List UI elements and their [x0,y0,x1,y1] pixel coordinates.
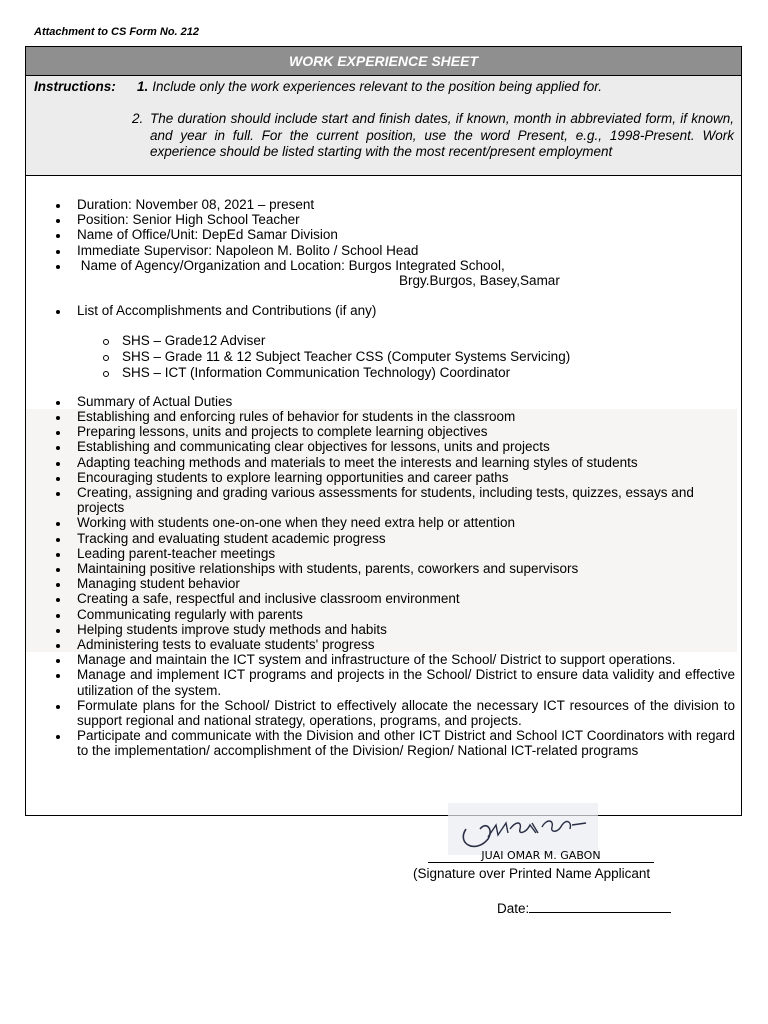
accomplishments-list [26,303,743,318]
list-item: Tracking and evaluating student academic progress [26,531,737,546]
list-item: SHS – Grade12 Adviser [26,333,743,349]
supervisor-item: Immediate Supervisor: Napoleon M. Bolito / School Head [26,243,743,258]
list-item: Maintaining positive relationships with students, parents, coworkers and supervisors [26,561,737,576]
list-item: SHS – ICT (Information Communication Technology) Coordinator [26,365,743,381]
instruction-2-text: The duration should include start and finish dates, if known, month in abbreviated form, if known, and year in full. For the current position, use the word Present, e.g., 1998-Present. Work experience should be listed starting with the most recent/present employment [150,111,734,159]
accomplishment-sublist [26,333,743,380]
list-item: Helping students improve study methods and habits [26,622,737,637]
duties-list [26,394,743,759]
details-list [26,197,743,273]
agency-item: Name of Agency/Organization and Location: Burgos Integrated School, [26,258,743,273]
list-item: Managing student behavior [26,576,737,591]
date-line [529,900,671,913]
list-item: Manage and maintain the ICT system and infrastructure of the School/ District to support operations. [26,652,743,667]
list-item: Creating a safe, respectful and inclusive classroom environment [26,591,737,606]
instruction-2-number: 2. [132,111,144,126]
work-experience-sheet [25,46,742,816]
instruction-1-number: 1. [137,79,149,94]
list-item: Manage and implement ICT programs and projects in the School/ District to ensure data validity and effective utilization of the system. [26,667,743,697]
list-item: Establishing and communicating clear objectives for lessons, units and projects [26,439,737,454]
applicant-printed-name: JUAI OMAR M. GABON [428,849,654,863]
date-label: Date: [497,901,530,916]
instructions-label: Instructions: [34,79,116,94]
list-item: Formulate plans for the School/ District to effectively allocate the necessary ICT resources of the division to support regional and national strategy, operations, programs, and projects. [26,698,743,728]
list-item: Administering tests to evaluate students' progress [26,637,737,652]
date-field [497,900,671,916]
instruction-1 [137,79,602,94]
signature-caption: (Signature over Printed Name Applicant [413,866,651,881]
list-item: Encouraging students to explore learning opportunities and career paths [26,470,737,485]
accomplishments-heading: List of Accomplishments and Contributions (if any) [26,303,743,318]
sheet-title: WORK EXPERIENCE SHEET [26,47,741,76]
duties-heading: Summary of Actual Duties [26,394,743,409]
attachment-label: Attachment to CS Form No. 212 [34,26,200,38]
experience-content [26,197,743,759]
instruction-1-text: Include only the work experiences relevant to the position being applied for. [152,79,603,94]
list-item: Preparing lessons, units and projects to complete learning objectives [26,424,737,439]
duration-item: Duration: November 08, 2021 – present [26,197,743,212]
instructions-box [26,76,741,176]
list-item: Working with students one-on-one when they need extra help or attention [26,515,737,530]
list-item: Creating, assigning and grading various assessments for students, including tests, quizzes, essays and projects [26,485,737,515]
instruction-2 [132,111,734,161]
list-item: Establishing and enforcing rules of behavior for students in the classroom [26,409,737,424]
list-item: Adapting teaching methods and materials to meet the interests and learning styles of students [26,455,737,470]
office-item: Name of Office/Unit: DepEd Samar Division [26,227,743,242]
agency-location: Brgy.Burgos, Basey,Samar [399,273,560,289]
list-item: Leading parent-teacher meetings [26,546,737,561]
position-item: Position: Senior High School Teacher [26,212,743,227]
list-item: Communicating regularly with parents [26,607,737,622]
list-item: Participate and communicate with the Division and other ICT District and School ICT Coordinators with regard to the implementation/ accomplishment of the Division/ Region/ National ICT-related programs [26,728,743,758]
list-item: SHS – Grade 11 & 12 Subject Teacher CSS (Computer Systems Servicing) [26,349,743,365]
